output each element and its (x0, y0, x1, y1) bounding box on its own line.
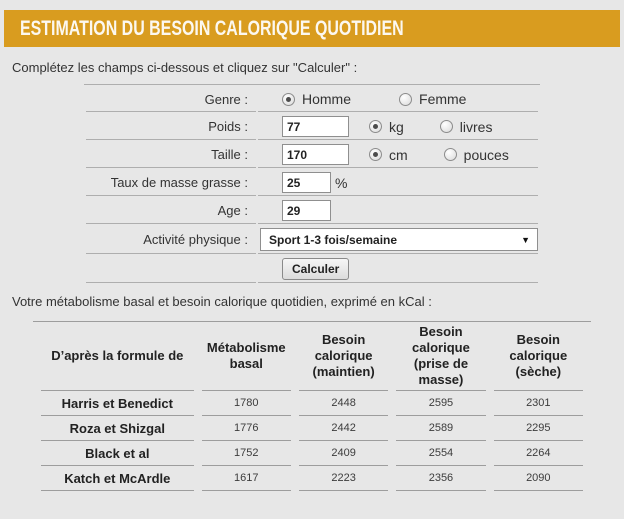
poids-input[interactable] (282, 116, 349, 137)
formula-name: Harris et Benedict (41, 391, 194, 416)
radio-femme[interactable] (399, 93, 412, 106)
results-intro-text: Votre métabolisme basal et besoin calorique quotidien, exprimé en kCal : (12, 294, 432, 309)
form-row-masse-grasse (86, 170, 538, 196)
value-cell: 2301 (494, 391, 583, 416)
value-cell: 2589 (396, 416, 485, 441)
table-row (41, 441, 583, 466)
results-table (33, 321, 591, 491)
page-header (4, 10, 620, 47)
radio-pouces-label[interactable]: pouces (463, 146, 509, 163)
taille-input[interactable] (282, 144, 349, 165)
radio-homme-label[interactable]: Homme (302, 91, 352, 107)
intro-text: Complétez les champs ci-dessous et cliquez sur "Calculer" : (12, 60, 358, 75)
formula-name: Katch et McArdle (41, 466, 194, 491)
genre-label: Genre : (86, 87, 256, 112)
results-header-row (41, 322, 583, 391)
col-header-metabolisme: Métabolisme basal (202, 322, 291, 391)
taille-label: Taille : (86, 142, 256, 168)
value-cell: 2223 (299, 466, 388, 491)
submit-spacer (86, 256, 256, 283)
activite-label: Activité physique : (86, 226, 256, 254)
masse-grasse-input[interactable] (282, 172, 331, 193)
calorie-form (84, 84, 540, 285)
table-row (41, 416, 583, 441)
value-cell: 2409 (299, 441, 388, 466)
radio-femme-label[interactable]: Femme (419, 91, 467, 107)
col-header-prise-masse: Besoin calorique (prise de masse) (396, 322, 485, 391)
value-cell: 2090 (494, 466, 583, 491)
masse-grasse-suffix: % (335, 174, 348, 191)
form-row-age (86, 198, 538, 224)
form-row-genre (86, 87, 538, 112)
activity-select-value: Sport 1-3 fois/semaine (269, 232, 398, 247)
col-header-formule: D’après la formule de (41, 322, 194, 391)
value-cell: 1617 (202, 466, 291, 491)
radio-livres-label[interactable]: livres (459, 118, 493, 135)
radio-kg[interactable] (369, 120, 382, 133)
formula-name: Roza et Shizgal (41, 416, 194, 441)
radio-livres[interactable] (440, 120, 453, 133)
age-label: Age : (86, 198, 256, 224)
value-cell: 2554 (396, 441, 485, 466)
value-cell: 2264 (494, 441, 583, 466)
form-row-activite (86, 226, 538, 254)
masse-grasse-label: Taux de masse grasse : (86, 170, 256, 196)
table-row (41, 391, 583, 416)
value-cell: 2356 (396, 466, 485, 491)
form-row-poids (86, 114, 538, 140)
table-row (41, 466, 583, 491)
value-cell: 1776 (202, 416, 291, 441)
radio-pouces[interactable] (444, 148, 457, 161)
radio-kg-label[interactable]: kg (389, 118, 404, 135)
radio-homme[interactable] (282, 93, 295, 106)
form-row-submit (86, 256, 538, 283)
formula-name: Black et al (41, 441, 194, 466)
value-cell: 2595 (396, 391, 485, 416)
col-header-maintien: Besoin calorique (maintien) (299, 322, 388, 391)
calculer-button[interactable]: Calculer (282, 258, 349, 280)
activity-select[interactable] (260, 228, 538, 251)
chevron-down-icon: ▼ (521, 234, 530, 245)
value-cell: 2442 (299, 416, 388, 441)
radio-cm[interactable] (369, 148, 382, 161)
radio-cm-label[interactable]: cm (389, 146, 408, 163)
col-header-seche: Besoin calorique (sèche) (494, 322, 583, 391)
value-cell: 1752 (202, 441, 291, 466)
form-row-taille (86, 142, 538, 168)
page-title: ESTIMATION DU BESOIN CALORIQUE QUOTIDIEN (20, 16, 404, 40)
value-cell: 2448 (299, 391, 388, 416)
age-input[interactable] (282, 200, 331, 221)
value-cell: 2295 (494, 416, 583, 441)
poids-label: Poids : (86, 114, 256, 140)
value-cell: 1780 (202, 391, 291, 416)
